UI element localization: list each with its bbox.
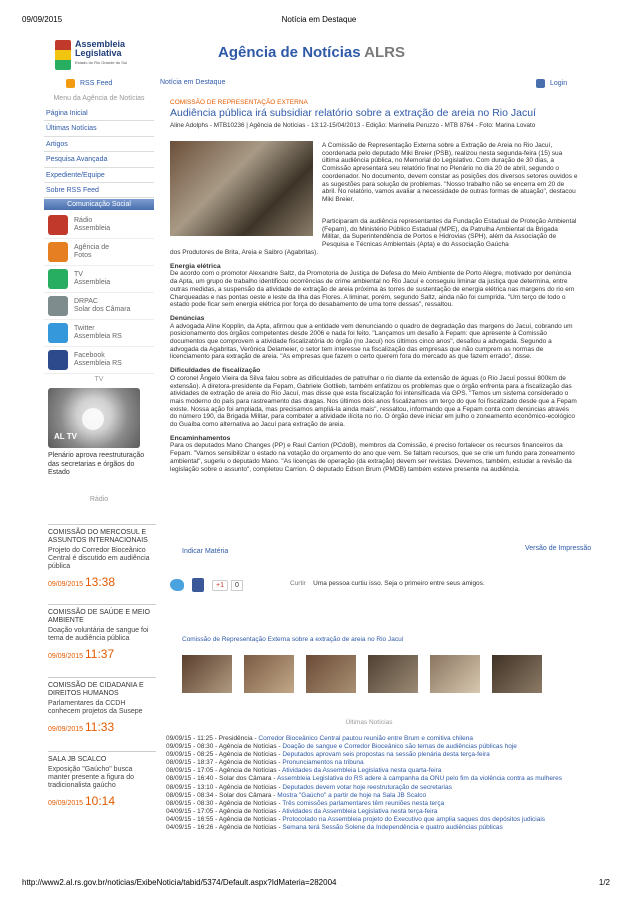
radio-item-desc: Doação voluntária de sangue foi tema de audiência pública	[48, 627, 149, 642]
article-paragraph: De acordo com o promotor Alexandre Saltz, da Promotoria de Justiça de Defesa do Meio Ambiente de Porto Alegre, motivado por denúncia da Apta, um grupo de trabalho identificou ocorrências de crime ambiental no Rio Jacuí e conseguiu liminar da justiça que determina, entre outras medidas, a suspensão da atividade de extração de areia próxima às torres de sustentação de energia elétrica nas margens do rio em Charqueadas e nas pontas oeste e leste da Ilha das Flores. A liminar, porém, segundo Saltz, ainda não foi cumprida. "Um terço de todo o estado pode ficar sem energia elétrica por força do desabamento de uma torre dessas", ressaltou.	[170, 270, 575, 309]
social-share-bar	[170, 578, 243, 592]
news-item[interactable]	[166, 743, 578, 751]
radio-item[interactable]	[48, 524, 156, 589]
play-icon	[82, 408, 104, 430]
ultimas-noticias-list	[166, 735, 578, 832]
menu-title: Menu da Agência de Notícias	[53, 95, 145, 102]
news-item[interactable]	[166, 751, 578, 759]
news-item[interactable]	[166, 792, 578, 800]
section-heading: Denúncias	[170, 314, 205, 322]
news-meta: 08/09/15 - 08:34 - Solar dos Câmara -	[166, 791, 278, 799]
versao-impressao-link[interactable]: Versão de Impressão	[525, 545, 592, 552]
com-item-tv[interactable]	[44, 266, 154, 293]
radio-item-time: 13:38	[85, 575, 116, 589]
news-meta: 08/09/15 - 13:10 - Agência de Notícias -	[166, 783, 283, 791]
news-meta: 08/09/15 - 17:05 - Agência de Notícias -	[166, 767, 282, 775]
article-paragraph: dos Produtores de Brita, Areia e Saibro (Agabritas).	[170, 249, 319, 256]
comunicacao-social-header: Comunicação Social	[44, 199, 154, 210]
section-heading: Encaminhamentos	[170, 434, 231, 442]
news-meta: 04/09/15 - 16:26 - Agência de Notícias -	[166, 824, 283, 832]
com-item-fotos[interactable]	[44, 239, 154, 266]
tv-video-thumbnail[interactable]	[48, 388, 140, 448]
news-item[interactable]	[166, 824, 578, 832]
news-link[interactable]: Protocolado na Assembleia projeto do Executivo que amplia saques dos depósitos judiciais	[282, 815, 546, 823]
gallery-title[interactable]: Comissão de Representação Externa sobre a extração de areia no Rio Jacuí	[182, 636, 404, 643]
news-meta: 08/09/15 - 08:30 - Agência de Notícias -	[166, 799, 283, 807]
article-byline: Aline Adolphs - MTB10236 | Agência de Notícias - 13:12-15/04/2013 - Edição: Marinella Peruzzo - MTB 8764 - Foto: Marina Lovato	[170, 122, 536, 129]
com-item-twitter[interactable]	[44, 320, 154, 347]
news-meta: 08/09/15 - 18:37 - Agência de Notícias -	[166, 759, 283, 767]
gallery-thumbnail[interactable]	[306, 655, 356, 693]
news-item[interactable]	[166, 784, 578, 792]
radio-item-time: 11:37	[85, 647, 115, 661]
radio-item-desc: Parlamentares da CCDH conhecem projetos da Susepe	[48, 700, 143, 715]
news-meta: 09/09/15 - 08:30 - Agência de Notícias -	[166, 743, 283, 751]
print-url: http://www2.al.rs.gov.br/noticias/ExibeNoticia/tabid/5374/Default.aspx?IdMateria=282004	[22, 878, 337, 887]
radio-item[interactable]	[48, 604, 156, 661]
com-label: Agência de	[74, 244, 110, 251]
coat-of-arms-icon	[55, 40, 71, 70]
article-title: Audiência pública irá subsidiar relatório sobre a extração de areia no Rio Jacuí	[170, 107, 536, 119]
facebook-like[interactable]	[290, 580, 485, 587]
news-link[interactable]: Atividades da Assembleia Legislativa nesta quarta-feira	[282, 767, 442, 775]
banner-main: Agência de Notícias	[218, 44, 361, 61]
com-sublabel: Assembleia RS	[74, 360, 122, 367]
news-item[interactable]	[166, 816, 578, 824]
assembleia-logo[interactable]	[55, 39, 128, 76]
radio-section-title: Rádio	[89, 496, 109, 503]
rss-icon	[66, 79, 75, 88]
news-link[interactable]: Assembleia Legislativa do RS adere à campanha da ONU pelo fim da violência contra as mulheres	[276, 775, 563, 783]
facebook-share-icon[interactable]	[192, 578, 204, 592]
camera-icon	[48, 242, 68, 262]
login-link[interactable]	[536, 79, 567, 88]
article-paragraph: A advogada Aline Kopplin, da Apta, afirmou que a entidade vem denunciando o quadro de degradação das margens do Jacuí, cobrando um posicionamento dos órgãos competentes desde 2006 e nada foi feito. "Lançamos um desafio à Fepam: que apresente à Comissão documentos que comprovem a atividade fiscalizatória do órgão (no Jacuí) nos últimos cinco anos", desafiou a advogada. Segundo a advogada da Agabritas, Verônica Delameier, o setor tem interesse na fiscalização das empresas que não cumprem as normas de licenciamento para extração de areia. "As empresas que fazem o certo querem fora do mercado as que fazem errado", disse.	[170, 322, 573, 361]
radio-item-head: COMISSÃO DE CIDADANIA E DIREITOS HUMANOS	[48, 677, 156, 698]
print-page: 1/2	[598, 878, 610, 887]
agency-banner	[218, 44, 405, 61]
twitter-share-icon[interactable]	[170, 579, 184, 591]
article-paragraph: Participaram da audiência representantes da Fundação Estadual de Proteção Ambiental (Fepam), do Ministério Público Estadual (MPE), da Patrulha Ambiental da Brigada Militar, da Superintendência de Portos e Hidrovias (SPH), além da Associação de Pesquisa e Técnicas Ambientais (Apta) e do Associação Gaúcha	[322, 218, 577, 249]
news-meta: 09/09/15 - 08:25 - Agência de Notícias -	[166, 751, 283, 759]
news-link[interactable]: Deputados aprovam seis propostas na sessão plenária desta terça-feira	[282, 751, 490, 759]
sidebar-menu	[44, 106, 154, 198]
article-paragraph: A Comissão de Representação Externa sobre a Extração de Areia no Rio Jacuí, coordenada pelo deputado Miki Breier (PSB), realizou nesta segunda-feira (15) sua última audiência pública, no Memorial do Legislativo. Com duração de 30 dias, a Comissão apresentará seu relatório final no Plenário no dia 20 de abril, segundo o coordenador. No documento, devem constar as posições dos diversos setores ouvidos e as sugestões para solução de problemas. "Nosso trabalho não se encerra em 20 de abril. No relatório, vamos avaliar a necessidade de outras formas de atuação", destacou Miki Breier.	[322, 142, 578, 203]
news-meta: 04/09/15 - 16:55 - Agência de Notícias -	[166, 815, 283, 823]
news-item[interactable]	[166, 775, 578, 783]
gallery-thumbnail[interactable]	[368, 655, 418, 693]
news-item[interactable]	[166, 800, 578, 808]
menu-item-artigos[interactable]: Artigos	[44, 137, 154, 152]
google-plus-count: 0	[231, 580, 243, 591]
indicar-materia-link[interactable]: Indicar Matéria	[182, 548, 229, 555]
photo-gallery	[182, 655, 542, 693]
breadcrumb[interactable]: Notícia em Destaque	[160, 79, 226, 86]
banner-suffix: ALRS	[364, 44, 406, 61]
tv-caption[interactable]: Plenário aprova reestruturação das secretarias e órgãos do Estado	[48, 452, 145, 476]
com-sublabel: Assembleia	[74, 225, 111, 232]
radio-icon	[48, 215, 68, 235]
section-heading: Energia elétrica	[170, 262, 221, 270]
article-paragraph: O coronel Ângelo Vieira da Silva falou sobre as dificuldades de patrulhar o rio diante da extensão de águas (o Rio Jacuí possui 800km de extensão). A diretora-presidente da Fepam, Gabriele Gottlieb, também enfatizou os problemas que o órgão enfrenta para a fiscalização das atividades de extração de areia do Rio Jacuí, mas disse que esta fiscalização foi intensificada via GPS. "Temos um sistema considerado o mais moderno do país para rastreamento das dragas. Nos últimos dois anos fiscalizamos um terço do que foi fiscalizado desde que a Fepam existe. Nossa ação foi ampliada, mas precisamos ampliá-la ainda mais", ressaltou, informando que a Fepam conta com denúncias através do número 190, da Brigada Militar, para combater a atividade ilícita no rio. O órgão deve iniciar em julho o zoneamento econômico-ecológico do Guaíba como alternativa ao Jacuí para extração de areia.	[170, 374, 577, 429]
article-body	[170, 249, 578, 473]
com-label: DRPAC	[74, 298, 98, 305]
news-link[interactable]: Atividades da Assembleia Legislativa nesta terça-feira	[282, 807, 438, 815]
news-item[interactable]	[166, 808, 578, 816]
section-heading: Dificuldades de fiscalização	[170, 367, 261, 375]
radio-item-date: 09/09/2015	[48, 653, 84, 660]
menu-item-expediente[interactable]: Expediente/Equipe	[44, 168, 154, 183]
menu-item-sobre-rss[interactable]: Sobre RSS Feed	[44, 183, 154, 198]
news-meta: 04/09/15 - 17:05 - Agência de Notícias -	[166, 807, 282, 815]
tv-icon	[48, 269, 68, 289]
com-sublabel: Assembleia RS	[74, 333, 122, 340]
radio-item-desc: Projeto do Corredor Bioceânico Central é discutido em audiência pública	[48, 547, 150, 570]
gallery-thumbnail[interactable]	[182, 655, 232, 693]
building-icon	[48, 296, 68, 316]
com-sublabel: Fotos	[74, 252, 92, 259]
article-kicker: COMISSÃO DE REPRESENTAÇÃO EXTERNA	[170, 99, 308, 106]
rss-label: RSS Feed	[80, 80, 113, 87]
news-link[interactable]: Corredor Bioceânico Central pautou reunião entre Brum e comitiva chilena	[258, 735, 474, 742]
rss-feed-link[interactable]	[66, 79, 112, 88]
com-label: Rádio	[74, 217, 93, 224]
radio-item-head: COMISSÃO DO MERCOSUL E ASSUNTOS INTERNACIONAIS	[48, 524, 156, 545]
gallery-thumbnail[interactable]	[492, 655, 542, 693]
print-date: 09/09/2015	[22, 15, 63, 24]
com-sublabel: Solar dos Câmara	[74, 306, 131, 313]
com-item-facebook[interactable]	[44, 347, 154, 374]
radio-item-date: 09/09/2015	[48, 800, 84, 807]
radio-item-desc: Exposição "Gaúcho" busca manter presente a figura do tradicionalista gaúcho	[48, 766, 134, 789]
curtir-text: Uma pessoa curtiu isso. Seja o primeiro entre seus amigos.	[313, 580, 485, 587]
radio-item[interactable]	[48, 677, 156, 734]
radio-item-time: 10:14	[85, 794, 116, 808]
login-label: Login	[550, 80, 568, 87]
google-plus-button[interactable]: +1	[212, 580, 228, 591]
radio-item-date: 09/09/2015	[48, 726, 84, 733]
comunicacao-social-list	[44, 212, 154, 374]
news-meta: 08/09/15 - 16:40 - Solar dos Câmara -	[166, 775, 277, 783]
com-label: Twitter	[74, 325, 95, 332]
news-link[interactable]: Pronunciamentos na tribuna	[282, 759, 364, 767]
logo-line1: Assembleia	[75, 39, 126, 49]
com-item-drpac[interactable]	[44, 293, 154, 320]
com-item-radio[interactable]	[44, 212, 154, 239]
gallery-thumbnail[interactable]	[244, 655, 294, 693]
lock-icon	[536, 79, 545, 88]
facebook-icon	[48, 350, 68, 370]
news-item[interactable]	[166, 759, 578, 767]
curtir-label: Curtir	[290, 580, 306, 587]
tv-section-title: TV	[94, 376, 104, 383]
news-item[interactable]	[166, 735, 578, 743]
news-link[interactable]: Três comissões parlamentares têm reuniões nesta terça	[282, 799, 445, 807]
radio-item-time: 11:33	[85, 720, 115, 734]
menu-item-pagina-inicial[interactable]: Página Inicial	[44, 106, 154, 121]
news-link[interactable]: Semana terá Sessão Solene da Independência e quatro audiências públicas	[282, 824, 503, 832]
logo-line2: Legislativa	[75, 48, 122, 58]
article-paragraph: Para os deputados Mano Changes (PP) e Raul Carrion (PCdoB), membros da Comissão, é preciso fortalecer os recursos financeiros da Fepam. "Vamos sensibilizar o estado na votação do orçamento do ano que vem. Se faltam recursos, que se crie um fundo para zoneamento ambiental", sugeriu o deputado Mano. "As licenças de operação (da extração) devem ser revistas. Devemos, também, estudar a revisão da legislação sobre o assunto", completou Carrion. O deputado Edson Brum (PMDB) também esteve presente na audiência.	[170, 442, 575, 473]
logo-line3: Estado do Rio Grande do Sul	[75, 60, 128, 65]
news-link[interactable]: Doação de sangue e Corredor Bioceânico são temas de audiências públicas hoje	[282, 743, 517, 751]
com-sublabel: Assembleia	[74, 279, 111, 286]
menu-item-ultimas-noticias[interactable]: Últimas Notícias	[44, 121, 154, 136]
radio-item-head: SALA JB SCALCO	[48, 751, 156, 764]
radio-item-date: 09/09/2015	[48, 581, 84, 588]
print-title: Notícia em Destaque	[281, 15, 357, 24]
twitter-icon	[48, 323, 68, 343]
tv-logo: AL TV	[54, 432, 77, 441]
article-photo[interactable]	[170, 141, 313, 236]
news-meta: 09/09/15 - 11:25 - Presidência -	[166, 735, 259, 742]
com-label: Facebook	[74, 352, 105, 359]
radio-item-head: COMISSÃO DE SAÚDE E MEIO AMBIENTE	[48, 604, 156, 625]
radio-item[interactable]	[48, 751, 156, 808]
news-link[interactable]: Mostra "Gaúcho" a partir de hoje na Sala JB Scalco	[277, 791, 427, 799]
news-link[interactable]: Deputados devem votar hoje reestruturação de secretarias	[282, 783, 452, 791]
gallery-thumbnail[interactable]	[430, 655, 480, 693]
menu-item-pesquisa-avancada[interactable]: Pesquisa Avançada	[44, 152, 154, 167]
news-item[interactable]	[166, 767, 578, 775]
ultimas-noticias-title: Últimas Notícias	[345, 719, 393, 726]
com-label: TV	[74, 271, 83, 278]
